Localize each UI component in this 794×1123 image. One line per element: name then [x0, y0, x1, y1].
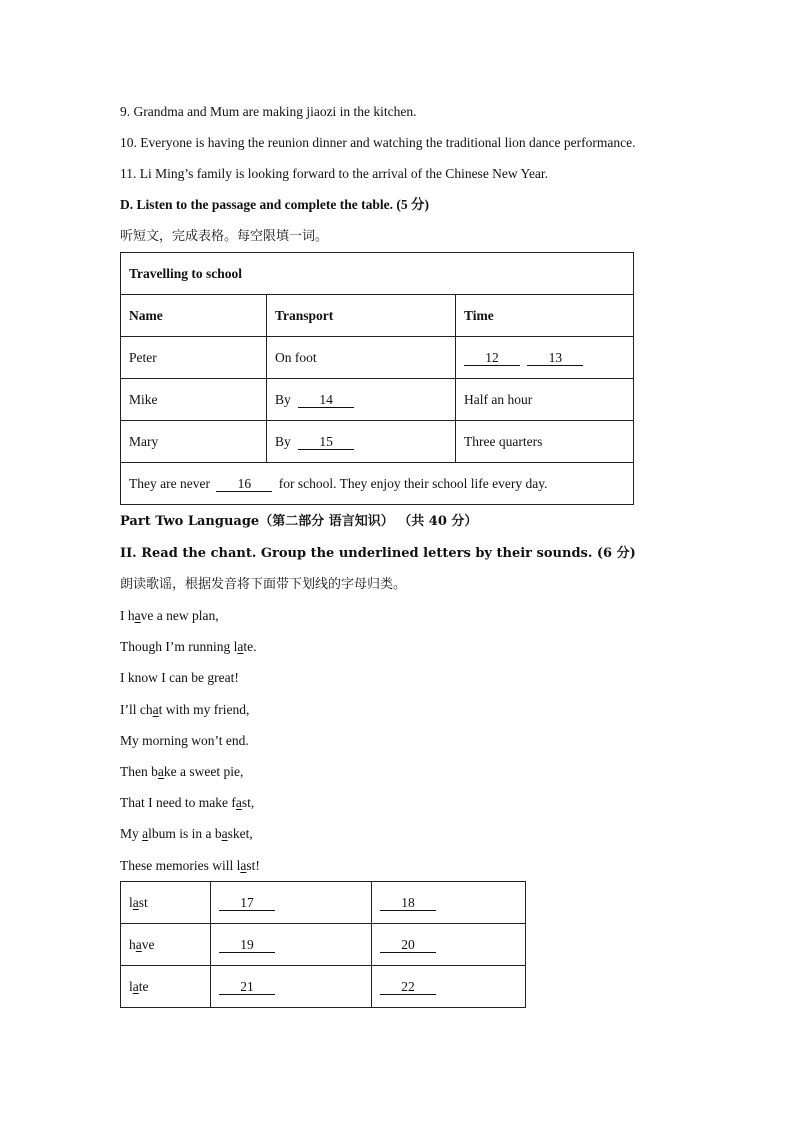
answer-blank-12[interactable]: 12: [464, 351, 520, 366]
section-ii-instruction: 朗读歌谣，根据发音将下面带下划线的字母归类。: [120, 577, 407, 592]
chant-line: That I need to make fast,: [120, 795, 255, 810]
chant-line: Though I’m running late.: [120, 639, 257, 654]
answer-blank-20[interactable]: 20: [380, 938, 436, 953]
word-cell: late: [121, 966, 211, 1008]
answer-blank-15[interactable]: 15: [298, 435, 354, 450]
cell-name: Peter: [121, 337, 267, 379]
travelling-table: [120, 252, 634, 505]
word-cell: last: [121, 882, 211, 924]
answer-blank-22[interactable]: 22: [380, 980, 436, 995]
sounds-table: [120, 881, 526, 1008]
cell-name: Mary: [121, 421, 267, 463]
header-name: Name: [121, 295, 267, 337]
cell-transport: [267, 379, 456, 421]
chant-line: These memories will last!: [120, 858, 260, 873]
cell-transport: [267, 421, 456, 463]
cell-transport: On foot: [267, 337, 456, 379]
table-row: [121, 337, 634, 379]
chant-line: I know I can be great!: [120, 670, 239, 685]
answer-blank-18[interactable]: 18: [380, 896, 436, 911]
blank-cell: [372, 966, 526, 1008]
chant-line: My morning won’t end.: [120, 733, 249, 748]
header-transport: Transport: [267, 295, 456, 337]
chant-line: I have a new plan,: [120, 608, 219, 623]
blank-cell: [372, 882, 526, 924]
answer-blank-19[interactable]: 19: [219, 938, 275, 953]
table-row: [121, 421, 634, 463]
answer-blank-17[interactable]: 17: [219, 896, 275, 911]
header-time: Time: [456, 295, 634, 337]
answer-blank-16[interactable]: 16: [216, 477, 272, 492]
footer-after: for school. They enjoy their school life every day.: [278, 475, 548, 491]
table-row: [121, 924, 526, 966]
footer-cell: [121, 463, 634, 505]
blank-cell: [211, 882, 372, 924]
blank-cell: [211, 966, 372, 1008]
blank-cell: [372, 924, 526, 966]
table-row: [121, 379, 634, 421]
transport-prefix: By: [275, 433, 291, 449]
item-10: 10. Everyone is having the reunion dinner and watching the traditional lion dance performance.: [120, 135, 636, 150]
cell-time: Three quarters: [456, 421, 634, 463]
part-two-title: Part Two Language（第二部分 语言知识） （共 40 分）: [120, 514, 478, 529]
chant-line: My album is in a basket,: [120, 826, 253, 841]
answer-blank-21[interactable]: 21: [219, 980, 275, 995]
item-9: 9. Grandma and Mum are making jiaozi in the kitchen.: [120, 104, 417, 119]
table-footer-row: [121, 463, 634, 505]
cell-name: Mike: [121, 379, 267, 421]
table-row: [121, 882, 526, 924]
section-d-instruction: 听短文，完成表格。每空限填一词。: [120, 229, 329, 244]
table-title: Travelling to school: [121, 253, 634, 295]
word-cell: have: [121, 924, 211, 966]
item-11: 11. Li Ming’s family is looking forward to the arrival of the Chinese New Year.: [120, 166, 549, 181]
answer-blank-13[interactable]: 13: [527, 351, 583, 366]
answer-blank-14[interactable]: 14: [298, 393, 354, 408]
cell-time: Half an hour: [456, 379, 634, 421]
chant-line: I’ll chat with my friend,: [120, 702, 250, 717]
chant-line: Then bake a sweet pie,: [120, 764, 244, 779]
footer-before: They are never: [129, 475, 210, 491]
blank-cell: [211, 924, 372, 966]
transport-prefix: By: [275, 391, 291, 407]
cell-time: [456, 337, 634, 379]
table-row: [121, 966, 526, 1008]
section-ii-title: II. Read the chant. Group the underlined letters by their sounds. (6 分): [120, 546, 636, 561]
section-d-title: D. Listen to the passage and complete the table. (5 分): [120, 197, 429, 212]
